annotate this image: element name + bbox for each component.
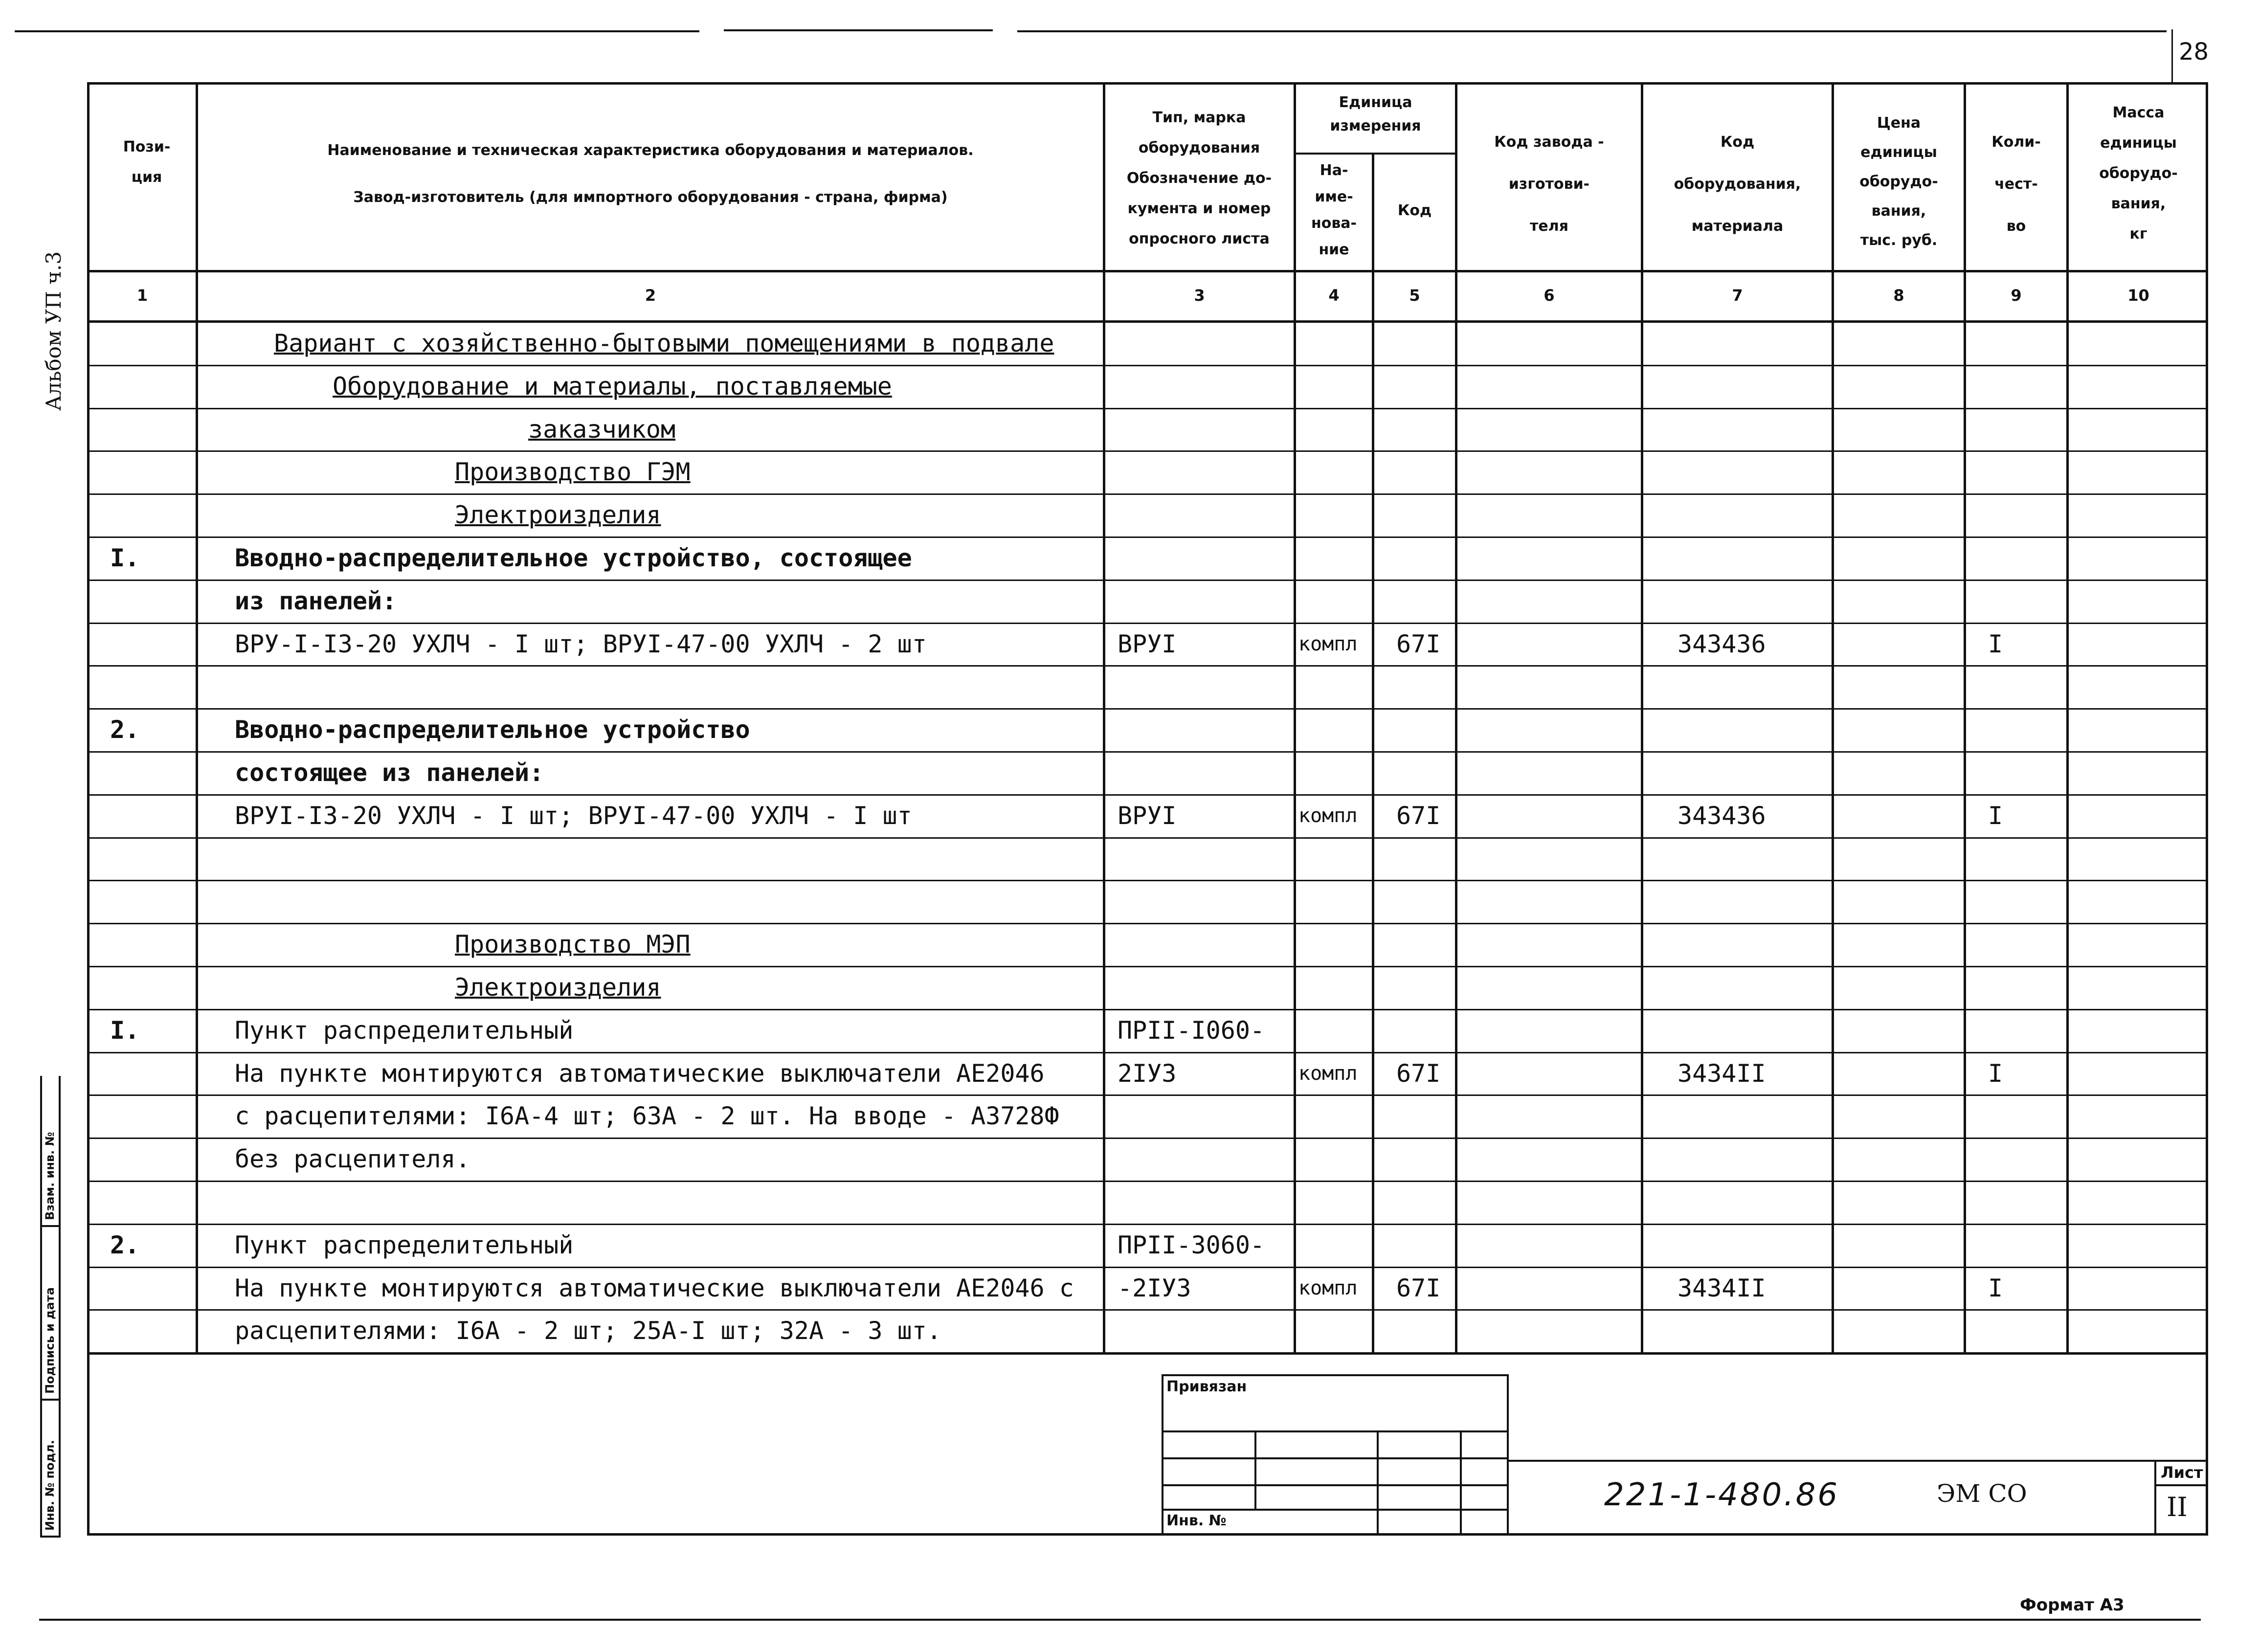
table-cell-type: ПРII-I060- — [1118, 1016, 1265, 1045]
table-cell-unit: компл — [1298, 1062, 1358, 1085]
privyazan-line — [1162, 1430, 1509, 1432]
table-row-line — [87, 450, 2208, 452]
table-cell-pos: I. — [110, 1016, 140, 1045]
table-cell-name: На пункте монтируются автоматические выключатели АЕ2046 — [235, 1059, 1045, 1088]
table-row-line — [87, 1181, 2208, 1182]
col-line — [196, 82, 198, 1354]
side-stamp-sign: Подпись и дата — [43, 1287, 57, 1394]
table-cell-name: Производство МЭП — [455, 930, 691, 959]
privyazan-line — [1460, 1430, 1462, 1536]
col-number: 4 — [1328, 286, 1340, 305]
table-row-line — [87, 536, 2208, 538]
table-cell-name: Оборудование и материалы, поставляемые — [333, 372, 892, 401]
bottom-border-line — [39, 1619, 2201, 1621]
col-line — [1641, 82, 1643, 1354]
table-cell-unit: компл — [1298, 1277, 1358, 1299]
table-cell-name: Пункт распределительный — [235, 1231, 574, 1259]
privyazan-line — [1254, 1430, 1256, 1509]
table-row-line — [87, 751, 2208, 753]
top-border-line — [15, 30, 699, 32]
table-row-line — [87, 1009, 2208, 1010]
table-row-line — [87, 1094, 2208, 1096]
side-stamp-inv: Инв. № подл. — [43, 1440, 57, 1531]
col-number: 2 — [645, 286, 656, 305]
table-cell-name: заказчиком — [528, 415, 676, 444]
col-line — [1372, 153, 1374, 1354]
table-cell-qty: I — [1988, 630, 2003, 658]
header-unit-group: Единица измерения — [1330, 94, 1421, 134]
side-stamp-line — [40, 1536, 61, 1538]
table-cell-type: 2IУ3 — [1118, 1059, 1177, 1088]
header-equipment-code: Код оборудования, материала — [1674, 134, 1801, 235]
privyazan-label: Привязан — [1166, 1378, 1247, 1395]
table-row-line — [87, 708, 2208, 710]
side-stamp-line — [59, 1076, 61, 1536]
col-number: 6 — [1543, 286, 1555, 305]
table-row-line — [87, 1052, 2208, 1053]
col-line — [1832, 82, 1834, 1354]
sheet-number: 28 — [2179, 38, 2209, 66]
format-label: Формат А3 — [2020, 1595, 2125, 1615]
header-factory-code: Код завода - изготови- теля — [1494, 134, 1604, 235]
table-cell-qty: I — [1988, 1059, 2003, 1088]
table-cell-qty: I — [1988, 1274, 2003, 1302]
table-cell-name: Вводно-распределительное устройство, состоящее — [235, 544, 912, 572]
table-cell-pos: 2. — [110, 715, 140, 744]
table-cell-name: ВРУ-I-I3-20 УХЛЧ - I шт; ВРУI-47-00 УХЛЧ - 2 шт — [235, 630, 927, 658]
doc-code: 221-1-480.86 — [1604, 1477, 1839, 1513]
table-cell-equip: 3434II — [1677, 1059, 1766, 1088]
col-number: 3 — [1194, 286, 1205, 305]
table-cell-name: Производство ГЭМ — [455, 458, 691, 486]
table-cell-code: 67I — [1396, 802, 1441, 830]
col-line — [1455, 82, 1457, 1354]
sheet-box-line — [2154, 1460, 2156, 1536]
header-position: Пози- ция — [123, 138, 171, 186]
sheet-label: Лист — [2161, 1463, 2203, 1482]
table-cell-name: Электроизделия — [455, 973, 661, 1002]
table-row-line — [87, 923, 2208, 924]
table-row-line — [87, 580, 2208, 581]
side-stamp-replace: Взам. инв. № — [43, 1132, 57, 1220]
table-cell-unit: компл — [1298, 804, 1358, 827]
table-row-line — [87, 365, 2208, 366]
header-name: Наименование и техническая характеристика оборудования и материалов. Завод-изготовитель (для импортного оборудования - страна, фирма) — [327, 142, 974, 206]
sheet-box-line — [2154, 1484, 2208, 1486]
col-line — [1294, 82, 1296, 1354]
table-row-line — [87, 1138, 2208, 1139]
sheet-value: II — [2167, 1492, 2188, 1522]
table-cell-type: -2IУ3 — [1118, 1274, 1191, 1302]
header-unit-name: На- име- нова- ние — [1311, 162, 1357, 258]
table-cell-pos: 2. — [110, 1231, 140, 1259]
privyazan-box — [1162, 1374, 1509, 1536]
table-row-line — [87, 837, 2208, 839]
table-cell-name: На пункте монтируются автоматические выключатели АЕ2046 с — [235, 1274, 1074, 1302]
col-line — [2066, 82, 2069, 1354]
side-stamp-line — [40, 1225, 61, 1227]
doc-block-line — [1509, 1460, 2208, 1462]
table-row-line — [87, 880, 2208, 881]
top-border-line — [724, 29, 993, 31]
table-cell-name: Вводно-распределительное устройство — [235, 715, 750, 744]
table-cell-name: расцепителями: I6А - 2 шт; 25А-I шт; 32А - 3 шт. — [235, 1317, 941, 1345]
privyazan-line — [1377, 1430, 1379, 1536]
unit-group-line — [1294, 153, 1455, 155]
col-number: 10 — [2127, 286, 2149, 305]
header-price: Цена единицы оборудо- вания, тыс. руб. — [1859, 114, 1938, 249]
table-cell-equip: 343436 — [1677, 802, 1766, 830]
privyazan-line — [1162, 1484, 1509, 1486]
header-quantity: Коли- чест- во — [1991, 134, 2041, 235]
table-cell-code: 67I — [1396, 1059, 1441, 1088]
table-cell-name: Вариант с хозяйственно-бытовыми помещениями в подвале — [274, 329, 1054, 357]
doc-name: ЭМ СО — [1937, 1479, 2027, 1508]
col-number: 9 — [2011, 286, 2022, 305]
header-unit-code: Код — [1397, 202, 1432, 219]
header-bottom-line — [87, 270, 2208, 272]
table-cell-pos: I. — [110, 544, 140, 572]
table-cell-name: Пункт распределительный — [235, 1016, 574, 1045]
header-mass: Масса единицы оборудо- вания, кг — [2099, 104, 2178, 243]
table-cell-code: 67I — [1396, 1274, 1441, 1302]
col-line — [1964, 82, 1966, 1354]
table-cell-unit: компл — [1298, 633, 1358, 655]
table-cell-name: из панелей: — [235, 587, 397, 615]
privyazan-line — [1162, 1509, 1509, 1511]
table-row-line — [87, 1267, 2208, 1268]
sheet-number-divider — [2171, 29, 2173, 83]
table-cell-equip: 3434II — [1677, 1274, 1766, 1302]
table-cell-name: ВРУI-I3-20 УХЛЧ - I шт; ВРУI-47-00 УХЛЧ - I шт — [235, 802, 912, 830]
side-stamp-line — [40, 1076, 42, 1536]
album-label: Альбом УП ч.3 — [42, 251, 66, 411]
col-number: 7 — [1732, 286, 1743, 305]
table-row-line — [87, 408, 2208, 409]
table-cell-type: ПРII-3060- — [1118, 1231, 1265, 1259]
col-number: 5 — [1409, 286, 1420, 305]
table-bottom-line — [87, 1352, 2208, 1355]
table-cell-qty: I — [1988, 802, 2003, 830]
side-stamp-line — [40, 1399, 61, 1401]
table-cell-code: 67I — [1396, 630, 1441, 658]
table-cell-name: с расцепителями: I6А-4 шт; 63А - 2 шт. На вводе - А3728Ф — [235, 1102, 1059, 1130]
table-row-line — [87, 1224, 2208, 1225]
table-row-line — [87, 1309, 2208, 1311]
header-type: Тип, марка оборудования Обозначение до- кумента и номер опросного листа — [1126, 109, 1272, 247]
table-cell-equip: 343436 — [1677, 630, 1766, 658]
table-cell-name: состоящее из панелей: — [235, 759, 544, 787]
top-border-line — [1017, 30, 2167, 32]
table-cell-type: ВРУI — [1118, 802, 1177, 830]
table-row-line — [87, 493, 2208, 495]
table-cell-name: Электроизделия — [455, 501, 661, 529]
col-number: 8 — [1893, 286, 1904, 305]
table-row-line — [87, 966, 2208, 967]
numbers-bottom-line — [87, 320, 2208, 323]
table-cell-type: ВРУI — [1118, 630, 1177, 658]
col-line — [1103, 82, 1105, 1354]
table-row-line — [87, 623, 2208, 624]
table-row-line — [87, 665, 2208, 667]
col-number: 1 — [136, 286, 148, 305]
privyazan-line — [1162, 1457, 1509, 1459]
table-row-line — [87, 794, 2208, 796]
table-cell-name: без расцепителя. — [235, 1145, 470, 1173]
inv-number-label: Инв. № — [1166, 1512, 1227, 1529]
